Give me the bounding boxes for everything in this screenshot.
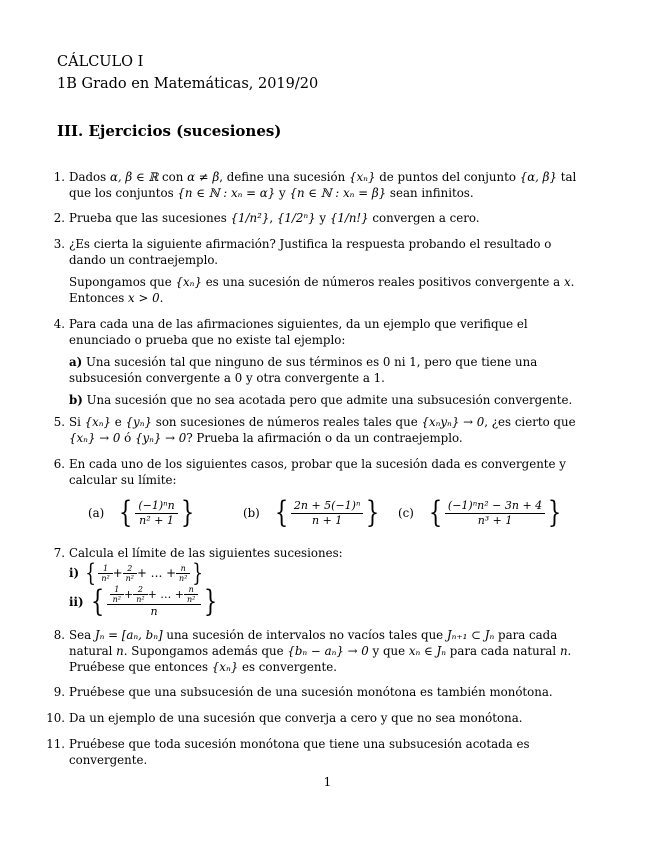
big-fraction	[107, 585, 202, 619]
right-brace: }	[204, 584, 218, 619]
item-label: b)	[69, 393, 83, 407]
math: n	[559, 644, 568, 658]
exercise-number: 7.	[53, 546, 65, 560]
text: con	[158, 170, 188, 184]
math: {α, β}	[519, 170, 558, 184]
limit-ii	[69, 585, 585, 619]
denominator: n + 1	[311, 513, 343, 527]
statement: En cada uno de los siguientes casos, probar que la sucesión dada es convergente y calcular su límite:	[69, 457, 566, 487]
math: {1/n²}	[230, 211, 270, 225]
text: para cada natural	[446, 644, 560, 658]
item-a	[69, 354, 585, 386]
plus: +	[124, 587, 134, 601]
text: una sucesión de intervalos no vacíos tales que	[162, 628, 447, 642]
denominator: n² + 1	[139, 513, 174, 527]
denominator: n²	[112, 595, 121, 604]
math: {1/n!}	[329, 211, 369, 225]
case-label: (c)	[398, 506, 414, 520]
statement: Pruébese que una subsucesión de una sucesión monótona es también monótona.	[69, 685, 553, 699]
statement: ¿Es cierta la siguiente afirmación? Justifica la respuesta probando el resultado o dando un contraejemplo.	[69, 237, 552, 267]
text: sean infinitos.	[386, 186, 474, 200]
numerator: 1	[98, 564, 112, 574]
left-brace: {	[119, 495, 133, 530]
case-label: (a)	[88, 506, 105, 520]
fraction	[123, 564, 137, 583]
numerator: n	[184, 585, 198, 595]
numerator	[107, 585, 202, 605]
denominator: n²	[125, 573, 134, 583]
fraction	[98, 564, 112, 583]
math: {xₙ} → 0	[69, 431, 121, 445]
page-number: 1	[323, 775, 332, 789]
text: . Pruébese que entonces	[69, 644, 572, 674]
exercise-10	[44, 710, 585, 726]
text: y	[315, 211, 330, 225]
case-b	[243, 495, 398, 530]
math: x > 0	[128, 291, 160, 305]
math: n	[116, 644, 124, 658]
math: {1/2ⁿ}	[276, 211, 316, 225]
case-a	[88, 495, 243, 530]
exercise-number: 10.	[46, 711, 65, 725]
item-b	[69, 392, 585, 408]
exercise-2	[44, 210, 585, 226]
math: {yₙ}	[125, 415, 153, 429]
fraction	[184, 585, 198, 604]
claim	[69, 274, 585, 306]
text: Una sucesión que no sea acotada pero que admite una subsucesión convergente.	[82, 393, 573, 407]
math: {n ∈ ℕ : xₙ = α}	[177, 186, 276, 200]
text: ó	[120, 431, 135, 445]
statement: Calcula el límite de las siguientes sucesiones:	[69, 546, 343, 560]
text: e	[111, 415, 126, 429]
numerator: 1	[110, 585, 124, 595]
denominator: n²	[101, 573, 110, 583]
case-c	[398, 495, 573, 530]
limit-i	[69, 561, 585, 585]
fraction	[176, 564, 190, 583]
text: convergen a cero.	[368, 211, 480, 225]
degree-line: 1B Grado en Matemáticas, 2019/20	[57, 76, 319, 92]
math: Jₙ₊₁ ⊂ Jₙ	[446, 628, 495, 642]
text: de puntos del conjunto	[375, 170, 520, 184]
math: xₙ ∈ Jₙ	[408, 644, 447, 658]
item-label: a)	[69, 355, 83, 369]
left-brace: {	[85, 559, 97, 587]
exercise-number: 3.	[53, 237, 65, 251]
text: Prueba que las sucesiones	[69, 211, 231, 225]
math: {xₙ}	[84, 415, 112, 429]
numerator: 2	[123, 564, 137, 574]
text: para cada natural	[69, 628, 558, 658]
cases-row	[88, 495, 585, 530]
numerator: 2	[133, 585, 147, 595]
text: . Entonces	[69, 275, 575, 305]
exercise-1	[44, 169, 585, 201]
case-label: (b)	[243, 506, 260, 520]
text: tal que los conjuntos	[69, 170, 577, 200]
math: x	[563, 275, 571, 289]
right-brace: }	[366, 495, 380, 530]
text: ,	[269, 211, 277, 225]
text: es convergente.	[238, 660, 337, 674]
text: Si	[69, 415, 85, 429]
numerator: (−1)ⁿn² − 3n + 4	[445, 499, 545, 514]
left-brace: {	[428, 495, 443, 530]
ellipsis: + … +	[147, 587, 185, 601]
exercise-9	[44, 684, 585, 700]
section-title: III. Ejercicios (sucesiones)	[57, 122, 282, 140]
text: , define una sucesión	[219, 170, 349, 184]
exercise-number: 4.	[53, 317, 65, 331]
math: {yₙ} → 0	[134, 431, 187, 445]
exercise-3	[44, 236, 585, 306]
denominator: n²	[187, 595, 196, 604]
fraction	[445, 499, 545, 528]
exercise-number: 11.	[46, 737, 65, 751]
fraction	[291, 499, 364, 528]
exercise-number: 1.	[53, 170, 65, 184]
statement: Para cada una de las afirmaciones siguientes, da un ejemplo que verifique el enunciado o prueba que no existe tal ejemplo:	[69, 317, 528, 347]
fraction	[110, 585, 124, 604]
exercise-6	[44, 456, 585, 528]
right-brace: }	[548, 495, 562, 530]
exercise-number: 8.	[53, 628, 65, 642]
exercise-number: 9.	[53, 685, 65, 699]
math: {xₙ}	[211, 660, 239, 674]
math: α, β ∈ ℝ	[109, 170, 159, 184]
text: , ¿es cierto que	[484, 415, 576, 429]
math: α ≠ β	[187, 170, 220, 184]
exercise-8	[44, 627, 585, 675]
statement: Da un ejemplo de una sucesión que converja a cero y que no sea monótona.	[69, 711, 523, 725]
math: Jₙ = [aₙ, bₙ]	[94, 628, 163, 642]
text: Supongamos que	[69, 275, 176, 289]
text: son sucesiones de números reales tales que	[152, 415, 422, 429]
math: {xₙ}	[175, 275, 202, 289]
statement: Pruébese que toda sucesión monótona que tiene una subsucesión acotada es convergente.	[69, 737, 530, 767]
right-brace: }	[192, 559, 204, 587]
math: {n ∈ ℕ : xₙ = β}	[289, 186, 387, 200]
math: {xₙyₙ} → 0	[421, 415, 485, 429]
text: Una sucesión tal que ninguno de sus términos es 0 ni 1, pero que tiene una subsucesión convergente a 0 y otra convergente a 1.	[69, 355, 538, 385]
denominator: n²	[179, 573, 188, 583]
plus: +	[112, 566, 123, 580]
left-brace: {	[274, 495, 288, 530]
exercise-11	[44, 736, 585, 768]
ellipsis: + … +	[136, 566, 177, 580]
text: es una sucesión de números reales positivos convergente a	[201, 275, 564, 289]
exercise-number: 6.	[53, 457, 65, 471]
course-title: CÁLCULO I	[57, 54, 144, 70]
text: y que	[368, 644, 409, 658]
numerator: n	[176, 564, 190, 574]
numerator: (−1)ⁿn	[135, 499, 177, 514]
exercise-5	[44, 414, 585, 446]
item-label: i)	[69, 566, 80, 580]
exercise-number: 2.	[53, 211, 65, 225]
exercise-number: 5.	[53, 415, 65, 429]
fraction	[135, 499, 177, 528]
fraction	[133, 585, 147, 604]
exercise-4	[44, 316, 585, 408]
text: . Supongamos además que	[123, 644, 288, 658]
item-label: ii)	[69, 595, 84, 609]
denominator: n	[150, 605, 158, 618]
text: y	[275, 186, 290, 200]
denominator: n³ + 1	[477, 513, 513, 527]
left-brace: {	[90, 584, 104, 619]
text: Sea	[69, 628, 95, 642]
text: Dados	[69, 170, 110, 184]
math: {xₙ}	[349, 170, 376, 184]
denominator: n²	[136, 595, 145, 604]
exercise-7	[44, 545, 585, 619]
numerator: 2n + 5(−1)ⁿ	[291, 499, 364, 514]
text: .	[159, 291, 164, 305]
right-brace: }	[180, 495, 194, 530]
math: {bₙ − aₙ} → 0	[287, 644, 369, 658]
text: ? Prueba la afirmación o da un contraejemplo.	[186, 431, 463, 445]
